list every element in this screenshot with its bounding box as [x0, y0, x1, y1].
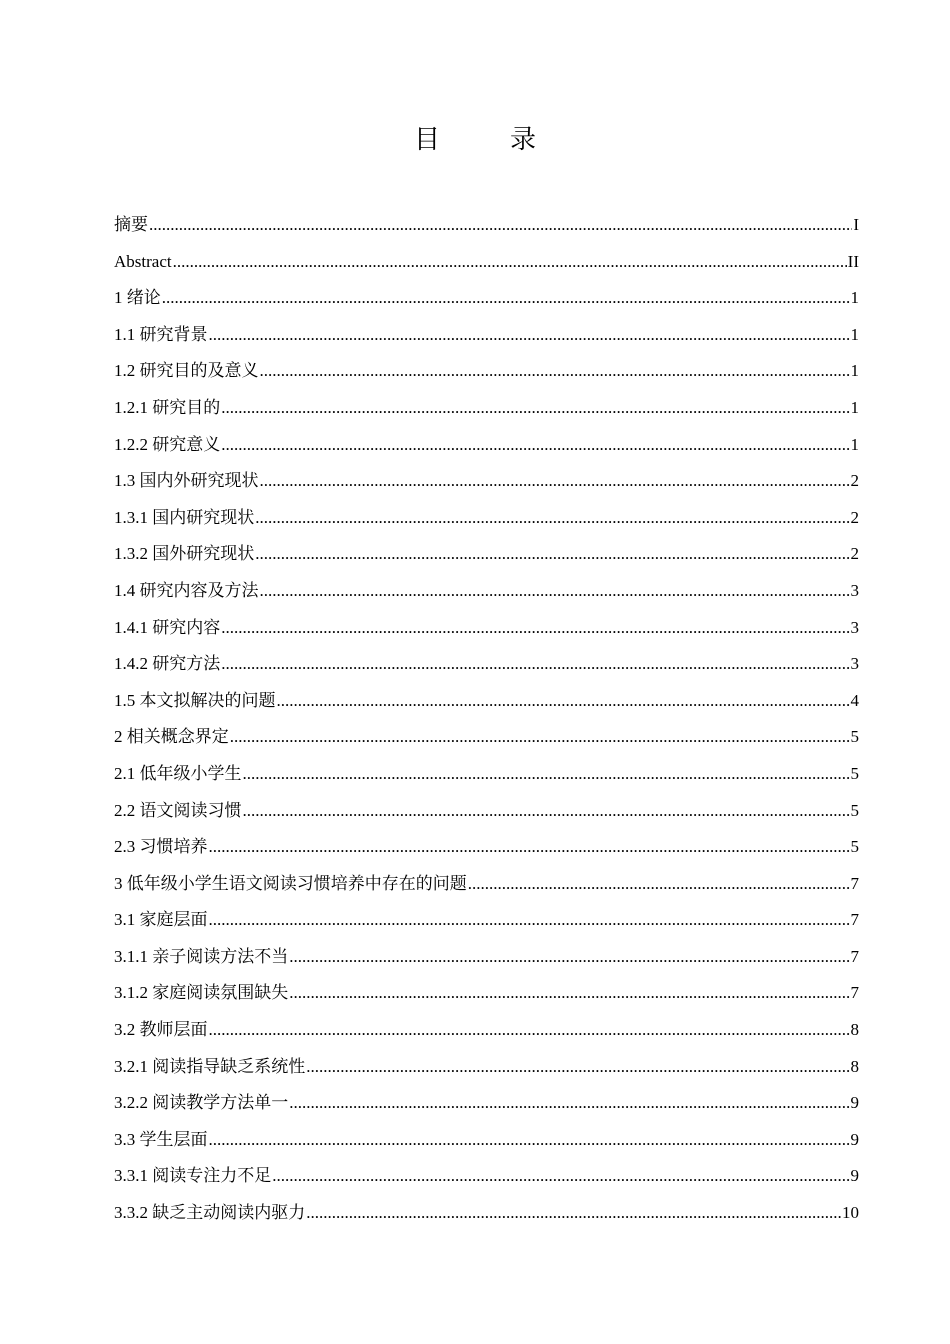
toc-entry-title: 1.2.1 研究目的: [114, 397, 221, 417]
toc-entry-title: 3.3.1 阅读专注力不足: [114, 1166, 272, 1186]
toc-entry-title: 3.2 教师层面: [114, 1020, 208, 1040]
toc-page-number: 1: [850, 361, 859, 381]
toc-entry-title: 1 绪论: [114, 288, 161, 308]
dot-leader: [260, 573, 850, 610]
dot-leader: [209, 902, 850, 939]
toc-entry[interactable]: [114, 793, 859, 830]
toc-entry-title: 2 相关概念界定: [114, 727, 229, 747]
toc-page-number: 7: [850, 983, 859, 1003]
toc-entry[interactable]: [114, 1122, 859, 1159]
dot-leader: [162, 280, 850, 317]
dot-leader: [221, 427, 849, 464]
toc-page-number: 9: [850, 1166, 859, 1186]
dot-leader: [209, 1122, 850, 1159]
toc-entry-title: 摘要: [114, 215, 148, 234]
toc-page-number: 2: [850, 507, 859, 527]
toc-entry-title: 1.4.1 研究内容: [114, 617, 221, 637]
toc-page-number: I: [853, 215, 859, 234]
toc-page-number: 3: [850, 617, 859, 637]
toc-entry[interactable]: [114, 975, 859, 1012]
toc-page-number: 9: [850, 1093, 859, 1113]
toc-entry[interactable]: [114, 1012, 859, 1049]
toc-page-number: 3: [850, 654, 859, 674]
dot-leader: [260, 353, 850, 390]
toc-entry-title: 1.2 研究目的及意义: [114, 361, 259, 381]
dot-leader: [173, 244, 847, 281]
toc-entry[interactable]: [114, 244, 859, 281]
toc-entry-title: 1.5 本文拟解决的问题: [114, 690, 276, 710]
toc-page-number: 9: [850, 1129, 859, 1149]
dot-leader: [306, 1049, 849, 1086]
toc-list: [114, 207, 859, 1232]
toc-entry-title: 3.2.2 阅读教学方法单一: [114, 1093, 289, 1113]
toc-entry[interactable]: [114, 756, 859, 793]
toc-page-number: 1: [850, 434, 859, 454]
toc-entry[interactable]: [114, 866, 859, 903]
toc-entry[interactable]: [114, 353, 859, 390]
dot-leader: [289, 1085, 849, 1122]
dot-leader: [243, 756, 850, 793]
toc-entry-title: 1.2.2 研究意义: [114, 434, 221, 454]
dot-leader: [209, 829, 850, 866]
toc-entry[interactable]: [114, 427, 859, 464]
dot-leader: [255, 536, 849, 573]
toc-entry[interactable]: [114, 829, 859, 866]
toc-entry[interactable]: [114, 280, 859, 317]
toc-entry-title: 3.2.1 阅读指导缺乏系统性: [114, 1056, 306, 1076]
toc-entry-title: 2.1 低年级小学生: [114, 763, 242, 783]
toc-page-number: 1: [850, 288, 859, 308]
toc-heading: 目 录: [413, 125, 558, 154]
toc-entry[interactable]: [114, 1085, 859, 1122]
toc-page-number: 7: [850, 910, 859, 930]
toc-entry[interactable]: [114, 646, 859, 683]
toc-entry[interactable]: [114, 573, 859, 610]
toc-page-number: 5: [850, 837, 859, 857]
toc-entry[interactable]: [114, 939, 859, 976]
toc-page-number: 2: [850, 471, 859, 491]
toc-entry-title: 3.3.2 缺乏主动阅读内驱力: [114, 1203, 306, 1223]
toc-entry[interactable]: [114, 317, 859, 354]
toc-entry-title: 3.1 家庭层面: [114, 910, 208, 930]
toc-page-number: 5: [850, 800, 859, 820]
toc-page-number: II: [847, 251, 859, 271]
dot-leader: [209, 317, 850, 354]
toc-page-number: 4: [850, 690, 859, 710]
toc-page-number: 1: [850, 324, 859, 344]
dot-leader: [221, 646, 849, 683]
toc-entry-title: 1.3.2 国外研究现状: [114, 544, 255, 564]
dot-leader: [209, 1012, 850, 1049]
toc-entry-title: Abstract: [114, 251, 172, 271]
toc-page-number: 8: [850, 1056, 859, 1076]
dot-leader: [243, 793, 850, 830]
toc-page-number: 5: [850, 763, 859, 783]
toc-entry[interactable]: [114, 1158, 859, 1195]
toc-page-number: 3: [850, 580, 859, 600]
dot-leader: [260, 463, 850, 500]
toc-entry-title: 1.1 研究背景: [114, 324, 208, 344]
toc-entry-title: 2.2 语文阅读习惯: [114, 800, 242, 820]
toc-entry[interactable]: [114, 390, 859, 427]
toc-entry[interactable]: [114, 463, 859, 500]
toc-entry[interactable]: [114, 719, 859, 756]
dot-leader: [468, 866, 850, 903]
toc-entry-title: 3 低年级小学生语文阅读习惯培养中存在的问题: [114, 873, 467, 893]
dot-leader: [221, 390, 849, 427]
toc-page-number: 2: [850, 544, 859, 564]
toc-page-number: 7: [850, 873, 859, 893]
toc-entry[interactable]: [114, 610, 859, 647]
toc-page-number: 5: [850, 727, 859, 747]
toc-entry[interactable]: [114, 1195, 859, 1232]
toc-entry-title: 3.1.1 亲子阅读方法不当: [114, 946, 289, 966]
toc-entry[interactable]: [114, 207, 859, 244]
toc-page-number: 7: [850, 946, 859, 966]
toc-page-number: 1: [850, 397, 859, 417]
toc-page-number: 10: [842, 1203, 859, 1223]
dot-leader: [221, 610, 849, 647]
dot-leader: [289, 975, 849, 1012]
dot-leader: [272, 1158, 849, 1195]
toc-entry-title: 2.3 习惯培养: [114, 837, 208, 857]
toc-entry[interactable]: [114, 683, 859, 720]
toc-entry[interactable]: [114, 536, 859, 573]
dot-leader: [230, 719, 850, 756]
toc-entry-title: 1.3 国内外研究现状: [114, 471, 259, 491]
toc-entry-title: 1.3.1 国内研究现状: [114, 507, 255, 527]
toc-entry[interactable]: [114, 1049, 859, 1086]
dot-leader: [149, 207, 852, 244]
dot-leader: [306, 1195, 841, 1232]
dot-leader: [277, 683, 850, 720]
dot-leader: [289, 939, 849, 976]
toc-entry[interactable]: [114, 902, 859, 939]
toc-entry-title: 3.1.2 家庭阅读氛围缺失: [114, 983, 289, 1003]
toc-page-number: 8: [850, 1020, 859, 1040]
dot-leader: [255, 500, 849, 537]
toc-entry-title: 1.4 研究内容及方法: [114, 580, 259, 600]
toc-entry[interactable]: [114, 500, 859, 537]
toc-entry-title: 1.4.2 研究方法: [114, 654, 221, 674]
toc-entry-title: 3.3 学生层面: [114, 1129, 208, 1149]
